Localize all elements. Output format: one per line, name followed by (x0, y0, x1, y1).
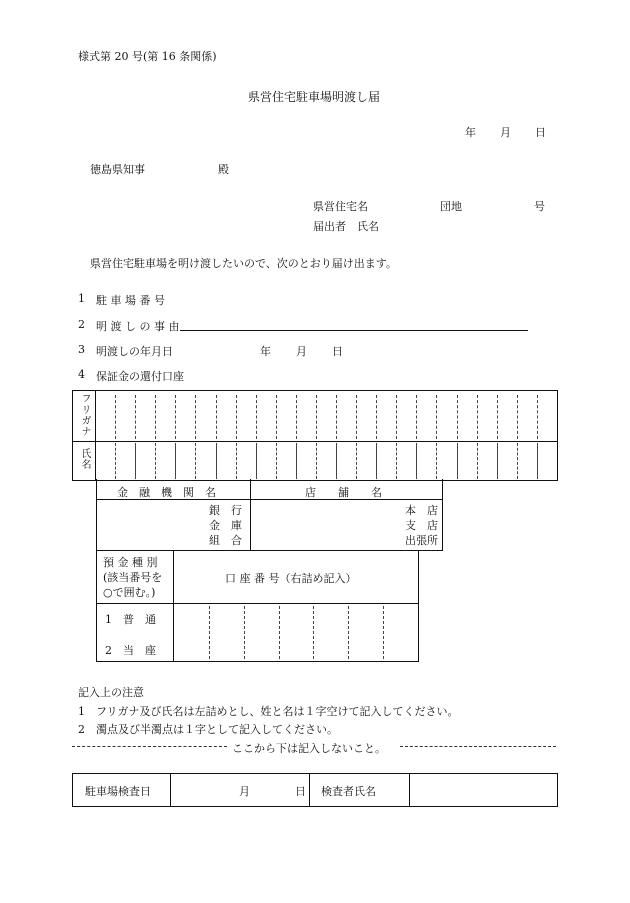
name-cell-divider (457, 443, 458, 479)
housing-name-label: 県営住宅名 (313, 200, 368, 213)
branch-name-header: 店 舗 名 (305, 486, 382, 499)
inspector-name-label: 検査者氏名 (321, 785, 376, 798)
bank-table (96, 479, 443, 551)
account-number-header: 口 座 番 号（右詰め記入） (225, 572, 357, 585)
name-cell-divider (537, 443, 538, 479)
name-cell-divider (517, 443, 518, 479)
furigana-cell-divider (296, 395, 297, 439)
date-month-label: 月 (500, 126, 511, 139)
name-grid (72, 390, 558, 481)
furigana-cell-divider (416, 395, 417, 439)
name-cell-divider (135, 443, 136, 479)
furigana-cell-divider (216, 395, 217, 439)
name-label: 氏名 (79, 448, 90, 470)
furigana-cell-divider (236, 395, 237, 439)
furigana-cell-divider (195, 395, 196, 439)
item1-num: 1 (78, 292, 85, 305)
addressee-name: 徳島県知事 (90, 163, 145, 176)
name-cell-divider (477, 443, 478, 479)
furigana-cell-divider (115, 395, 116, 439)
item3-label: 明渡しの年月日 (96, 345, 173, 358)
inspection-day-label: 日 (295, 785, 306, 798)
name-cell-divider (396, 443, 397, 479)
inspector-name-field[interactable] (410, 774, 556, 806)
bank-type-kumiai[interactable]: 組 合 (209, 534, 242, 547)
name-cell-divider (155, 443, 156, 479)
furigana-cell-divider (376, 395, 377, 439)
deposit-type-header: 預 金 種 別 (該当番号を ○で囲む。) (103, 556, 163, 599)
name-cell-divider (216, 443, 217, 479)
name-cell-divider (115, 443, 116, 479)
furigana-label: フリガナ (79, 393, 90, 437)
furigana-cell-divider (316, 395, 317, 439)
furigana-cell-divider (396, 395, 397, 439)
name-cell-divider (416, 443, 417, 479)
item1-label: 駐 車 場 番 号 (96, 294, 165, 307)
name-cell-divider (296, 443, 297, 479)
inspection-date-label: 駐車場検査日 (85, 785, 151, 798)
account-number-cell-divider (383, 606, 384, 659)
furigana-cell-divider (356, 395, 357, 439)
furigana-cell-divider (135, 395, 136, 439)
deposit-type-ordinary[interactable]: 1 普 通 (105, 613, 156, 626)
account-number-cell-divider (244, 606, 245, 659)
note-line-1: 1 フリガナ及び氏名は左詰めとし、姓と名は１字空けて記入してください。 (78, 705, 459, 718)
separator-text: ここから下は記入しないこと。 (232, 742, 386, 755)
note-line-2: 2 濁点及び半濁点は１字として記入してください。 (78, 723, 338, 736)
branch-type-shiten[interactable]: 支 店 (405, 519, 438, 532)
addressee-honorific: 殿 (218, 163, 229, 176)
item3-num: 3 (78, 343, 85, 356)
furigana-cell-divider (436, 395, 437, 439)
row-divider (73, 441, 557, 442)
separator-right (400, 746, 556, 747)
item4-num: 4 (78, 368, 85, 381)
name-cell-divider (236, 443, 237, 479)
name-cell-divider (436, 443, 437, 479)
name-cell-divider (195, 443, 196, 479)
bank-type-kinko[interactable]: 金 庫 (209, 519, 242, 532)
branch-type-shucchojo[interactable]: 出張所 (405, 534, 438, 547)
name-cell-divider (376, 443, 377, 479)
inspection-month-label: 月 (239, 785, 250, 798)
inspection-table (72, 773, 558, 807)
submitter-label: 届出者 氏名 (313, 220, 379, 233)
item3-day: 日 (332, 345, 343, 358)
intro-text: 県営住宅駐車場を明け渡したいので、次のとおり届け出ます。 (90, 257, 397, 270)
furigana-cell-divider (155, 395, 156, 439)
form-number: 様式第 20 号(第 16 条関係) (78, 50, 217, 63)
name-cell-divider (256, 443, 257, 479)
danchi-label: 団地 (440, 200, 462, 213)
account-header-divider (97, 603, 418, 604)
item2-label: 明 渡 し の 事 由 (96, 320, 180, 333)
furigana-cell-divider (256, 395, 257, 439)
furigana-cell-divider (477, 395, 478, 439)
furigana-cell-divider (276, 395, 277, 439)
notes-title: 記入上の注意 (78, 686, 144, 699)
name-cell-divider (175, 443, 176, 479)
furigana-cell-divider (457, 395, 458, 439)
furigana-cell-divider (517, 395, 518, 439)
deposit-type-current[interactable]: 2 当 座 (105, 644, 156, 657)
item2-num: 2 (78, 318, 85, 331)
furigana-cell-divider (497, 395, 498, 439)
name-cell-divider (316, 443, 317, 479)
account-number-cell-divider (279, 606, 280, 659)
furigana-cell-divider (537, 395, 538, 439)
account-number-cell-divider (313, 606, 314, 659)
item3-year: 年 (260, 345, 271, 358)
inspection-divider-1 (170, 774, 171, 806)
name-cell-divider (336, 443, 337, 479)
account-number-cell-divider (209, 606, 210, 659)
account-table (96, 550, 419, 662)
gou-label: 号 (534, 200, 545, 213)
account-divider (173, 550, 174, 661)
bank-name-header: 金 融 機 関 名 (117, 486, 216, 499)
inspection-divider-2 (309, 774, 310, 806)
account-number-cell-divider (348, 606, 349, 659)
furigana-cell-divider (336, 395, 337, 439)
bank-type-bank[interactable]: 銀 行 (209, 504, 242, 517)
furigana-cell-divider (175, 395, 176, 439)
date-year-label: 年 (465, 126, 476, 139)
name-cell-divider (497, 443, 498, 479)
document-title: 県営住宅駐車場明渡し届 (248, 90, 381, 104)
name-cell-divider (356, 443, 357, 479)
branch-type-honten[interactable]: 本 店 (405, 504, 438, 517)
name-cell-divider (276, 443, 277, 479)
separator-left (72, 746, 227, 747)
item4-label: 保証金の還付口座 (96, 370, 184, 383)
date-day-label: 日 (535, 126, 546, 139)
bank-divider (250, 479, 251, 550)
reason-field[interactable] (180, 318, 528, 331)
item3-month: 月 (296, 345, 307, 358)
